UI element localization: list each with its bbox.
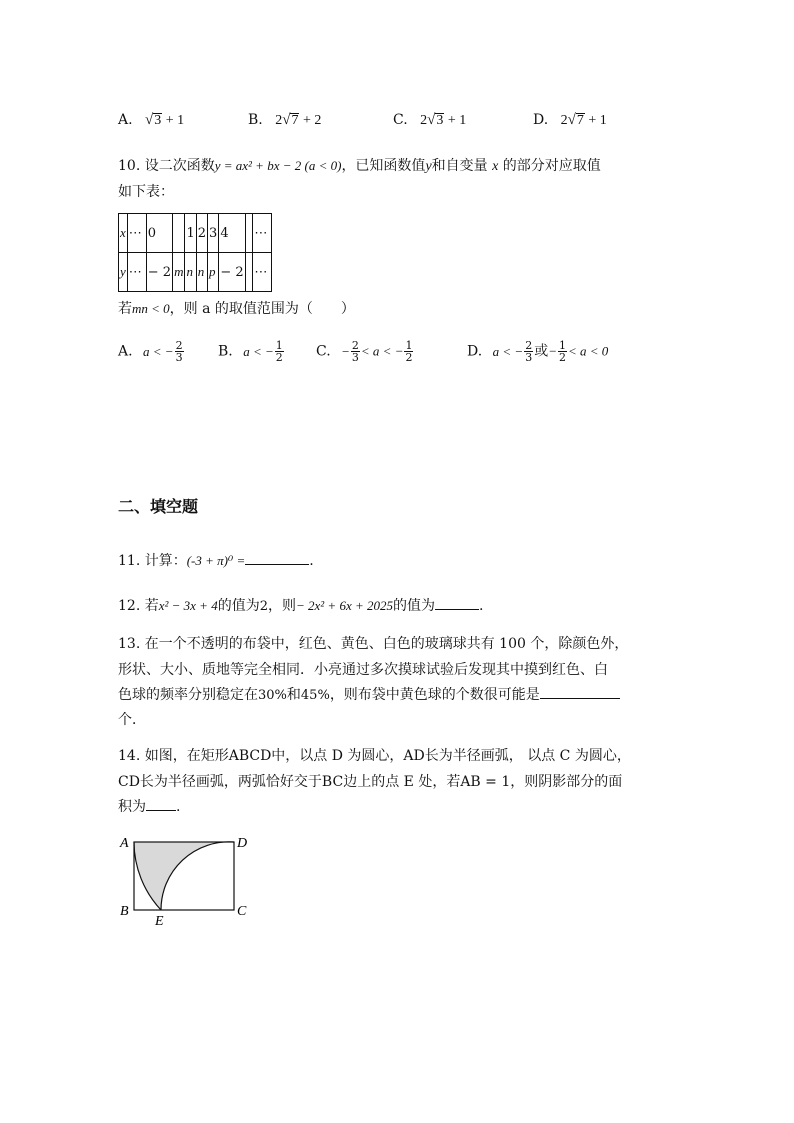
table-cell: ⋯	[253, 253, 272, 292]
table-cell: 0	[146, 214, 172, 253]
q9-option-c: C. 2√3 + 1	[393, 112, 467, 128]
q10-value-table	[118, 213, 272, 292]
label-d: D	[237, 836, 248, 851]
q13-line1: 13. 在一个不透明的布袋中，红色、黄色、白色的玻璃球共有 100 个，除颜色外，	[118, 636, 629, 652]
q14-line3: 积为 .	[118, 796, 180, 816]
table-cell: 3	[208, 214, 219, 253]
table-cell: ⋯	[127, 214, 146, 253]
label-c: C	[237, 904, 247, 919]
q12: 12. 若x² − 3x + 4的值为2，则− 2x² + 6x + 2025的值为 .	[118, 595, 483, 615]
table-cell	[173, 214, 185, 253]
label-a: A	[120, 836, 129, 851]
table-row-x	[119, 214, 272, 253]
table-cell: y	[119, 253, 128, 292]
q9-option-b: B. 2√7 + 2	[248, 112, 322, 128]
q10-option-d: D. a < − $\frac{2}{3}$ 或− $\frac{1}{2}$ < a < 0	[467, 339, 609, 364]
label-e: E	[155, 914, 164, 929]
answer-blank[interactable]	[146, 796, 176, 811]
table-cell: p	[208, 253, 219, 292]
table-cell	[246, 253, 253, 292]
table-cell: ⋯	[253, 214, 272, 253]
shaded-region	[134, 842, 234, 910]
table-cell: m	[173, 253, 185, 292]
q10-stem: 10. 设二次函数y = ax² + bx − 2 (a < 0)，已知函数值y和自变量 x 的部分对应取值	[118, 158, 601, 174]
table-cell: 4	[219, 214, 246, 253]
table-cell: 1	[185, 214, 196, 253]
table-cell: n	[196, 253, 207, 292]
q14-figure	[112, 830, 252, 930]
q10-option-c: C. − $\frac{2}{3}$ < a < − $\frac{1}{2}$	[316, 339, 413, 364]
q9-option-d: D. 2√7 + 1	[533, 112, 607, 128]
q13-line4: 个．	[118, 712, 146, 728]
q13-line2: 形状、大小、质地等完全相同．小亮通过多次摸球试验后发现其中摸到红色、白	[118, 662, 608, 678]
answer-blank[interactable]	[540, 684, 620, 699]
q13-line3: 色球的频率分别稳定在30%和45%，则布袋中黄色球的个数很可能是	[118, 684, 620, 704]
answer-blank[interactable]	[435, 595, 479, 610]
q10-condition: 若mn < 0，则 a 的取值范围为（ ）	[118, 301, 355, 317]
table-cell: ⋯	[127, 253, 146, 292]
answer-blank[interactable]	[245, 550, 309, 565]
section-title: 二、填空题	[118, 497, 199, 516]
label-b: B	[120, 904, 129, 919]
table-row-y	[119, 253, 272, 292]
q9-option-a: A. √3 + 1	[118, 112, 185, 128]
table-cell: − 2	[146, 253, 172, 292]
table-cell	[246, 214, 253, 253]
table-cell: 2	[196, 214, 207, 253]
q10-option-a: A. a < − $\frac{2}{3}$	[118, 339, 183, 364]
table-cell: n	[185, 253, 196, 292]
q14-line1: 14. 如图，在矩形ABCD中，以点 D 为圆心，AD长为半径画弧， 以点 C 为圆心，	[118, 748, 631, 764]
q10-stem-line2: 如下表：	[118, 184, 174, 200]
table-cell: − 2	[219, 253, 246, 292]
q11: 11. 计算：(-3 + π)⁰ = .	[118, 550, 314, 570]
q14-line2: CD长为半径画弧，两弧恰好交于BC边上的点 E 处，若AB = 1，则阴影部分的面	[118, 774, 623, 790]
table-cell: x	[119, 214, 128, 253]
q10-option-b: B. a < − $\frac{1}{2}$	[218, 339, 283, 364]
